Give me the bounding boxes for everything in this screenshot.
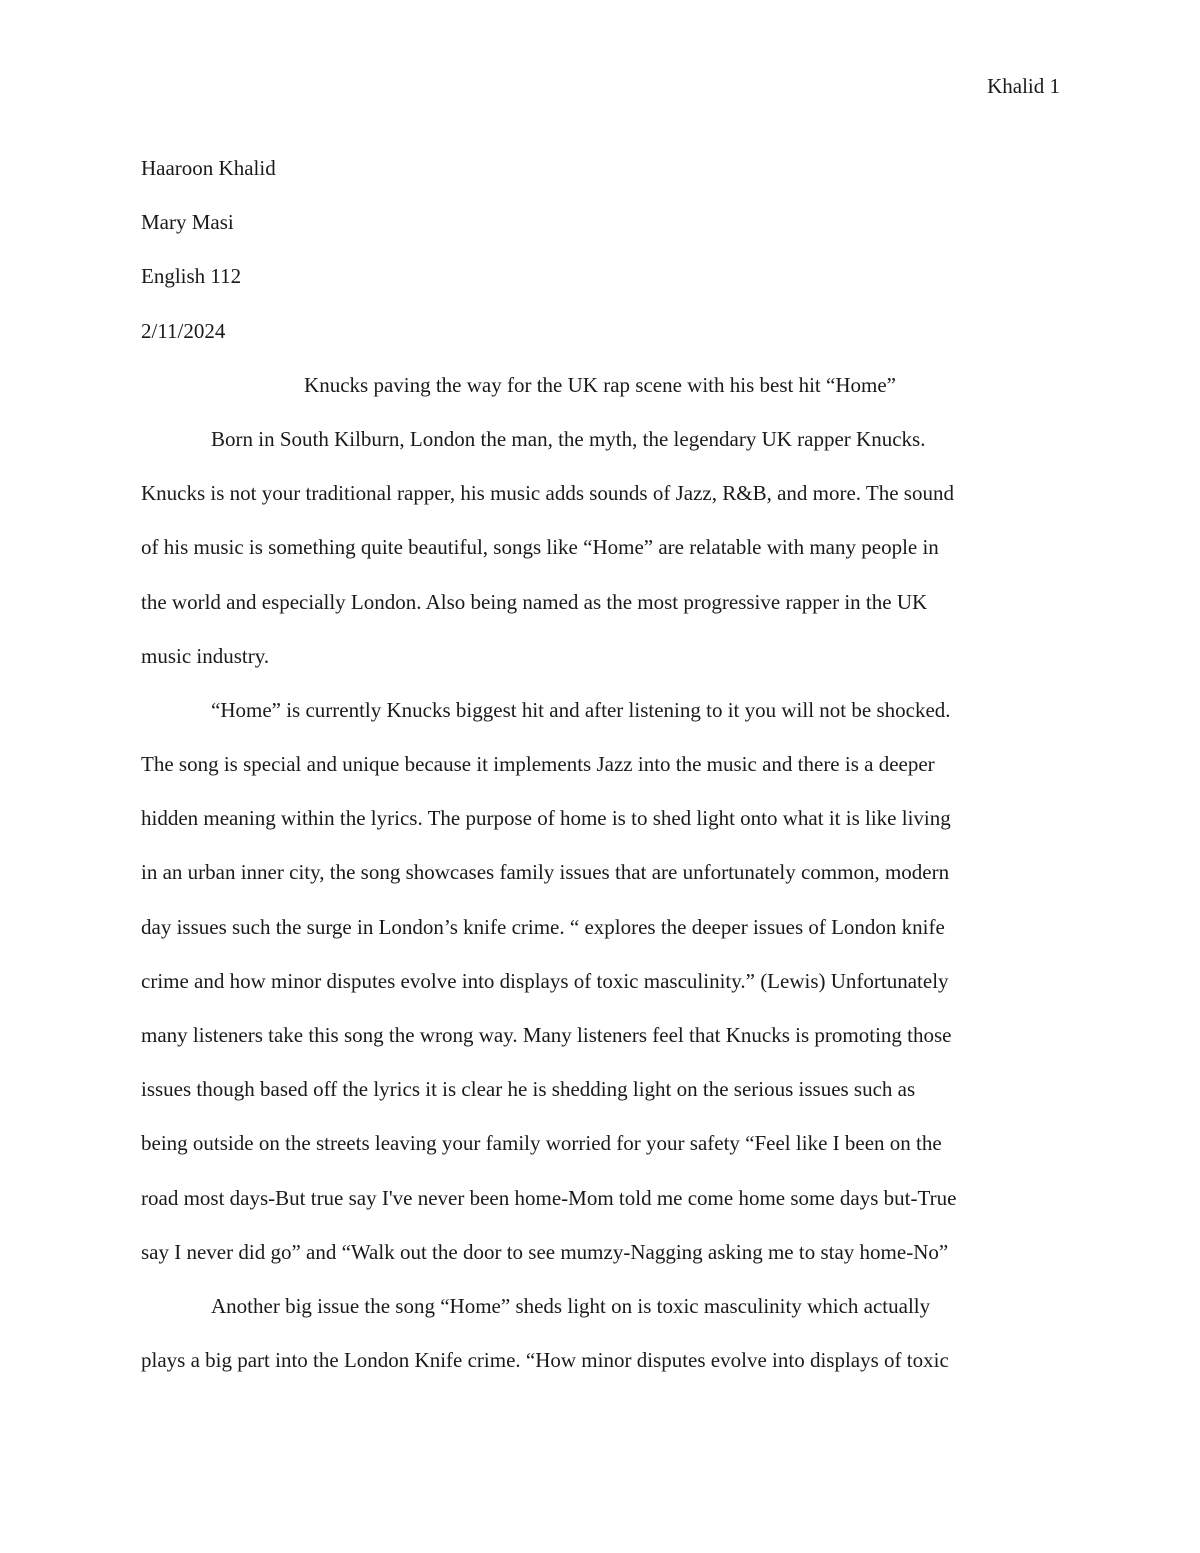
course-name: English 112 (141, 264, 242, 289)
paragraph-line: being outside on the streets leaving your family worried for your safety “Feel like I been on the (141, 1131, 942, 1156)
author-name: Haaroon Khalid (141, 156, 276, 180)
paragraph-line: hidden meaning within the lyrics. The purpose of home is to shed light onto what it is like living (141, 806, 951, 831)
paragraph-line: day issues such the surge in London’s knife crime. “ explores the deeper issues of London knife (141, 914, 945, 939)
paragraph-line: Another big issue the song “Home” sheds light on is toxic masculinity which actually (211, 1293, 931, 1318)
document-body (141, 141, 1059, 1387)
essay-title: Knucks paving the way for the UK rap scene with his best hit “Home” (304, 372, 896, 397)
paragraph-line: The song is special and unique because it implements Jazz into the music and there is a deeper (141, 752, 935, 777)
paragraph-line: issues though based off the lyrics it is clear he is shedding light on the serious issues such as (141, 1077, 916, 1102)
paragraph-line: of his music is something quite beautiful, songs like “Home” are relatable with many people in (141, 535, 939, 560)
paragraph-line: music industry. (141, 643, 270, 668)
instructor-name: Mary Masi (141, 210, 234, 235)
paragraph-line: the world and especially London. Also being named as the most progressive rapper in the UK (141, 589, 928, 614)
paragraph-line: Born in South Kilburn, London the man, the myth, the legendary UK rapper Knucks. (211, 426, 926, 451)
essay-date: 2/11/2024 (141, 318, 226, 343)
paragraph-line: crime and how minor disputes evolve into displays of toxic masculinity.” (Lewis) Unfortunately (141, 968, 949, 993)
paragraph-line: road most days-But true say I've never been home-Mom told me come home some days but-True (141, 1185, 957, 1210)
running-head: Khalid 1 (987, 74, 1060, 98)
paragraph-line: in an urban inner city, the song showcases family issues that are unfortunately common, modern (141, 860, 950, 885)
paragraph-line: plays a big part into the London Knife crime. “How minor disputes evolve into displays of toxic (141, 1348, 949, 1373)
paragraph-line: Knucks is not your traditional rapper, his music adds sounds of Jazz, R&B, and more. The sound (141, 481, 954, 506)
paragraph-line: many listeners take this song the wrong way. Many listeners feel that Knucks is promoting those (141, 1023, 952, 1047)
paragraph-line: say I never did go” and “Walk out the door to see mumzy-Nagging asking me to stay home-No” (141, 1239, 949, 1264)
paragraph-line: “Home” is currently Knucks biggest hit and after listening to it you will not be shocked. (211, 697, 951, 722)
